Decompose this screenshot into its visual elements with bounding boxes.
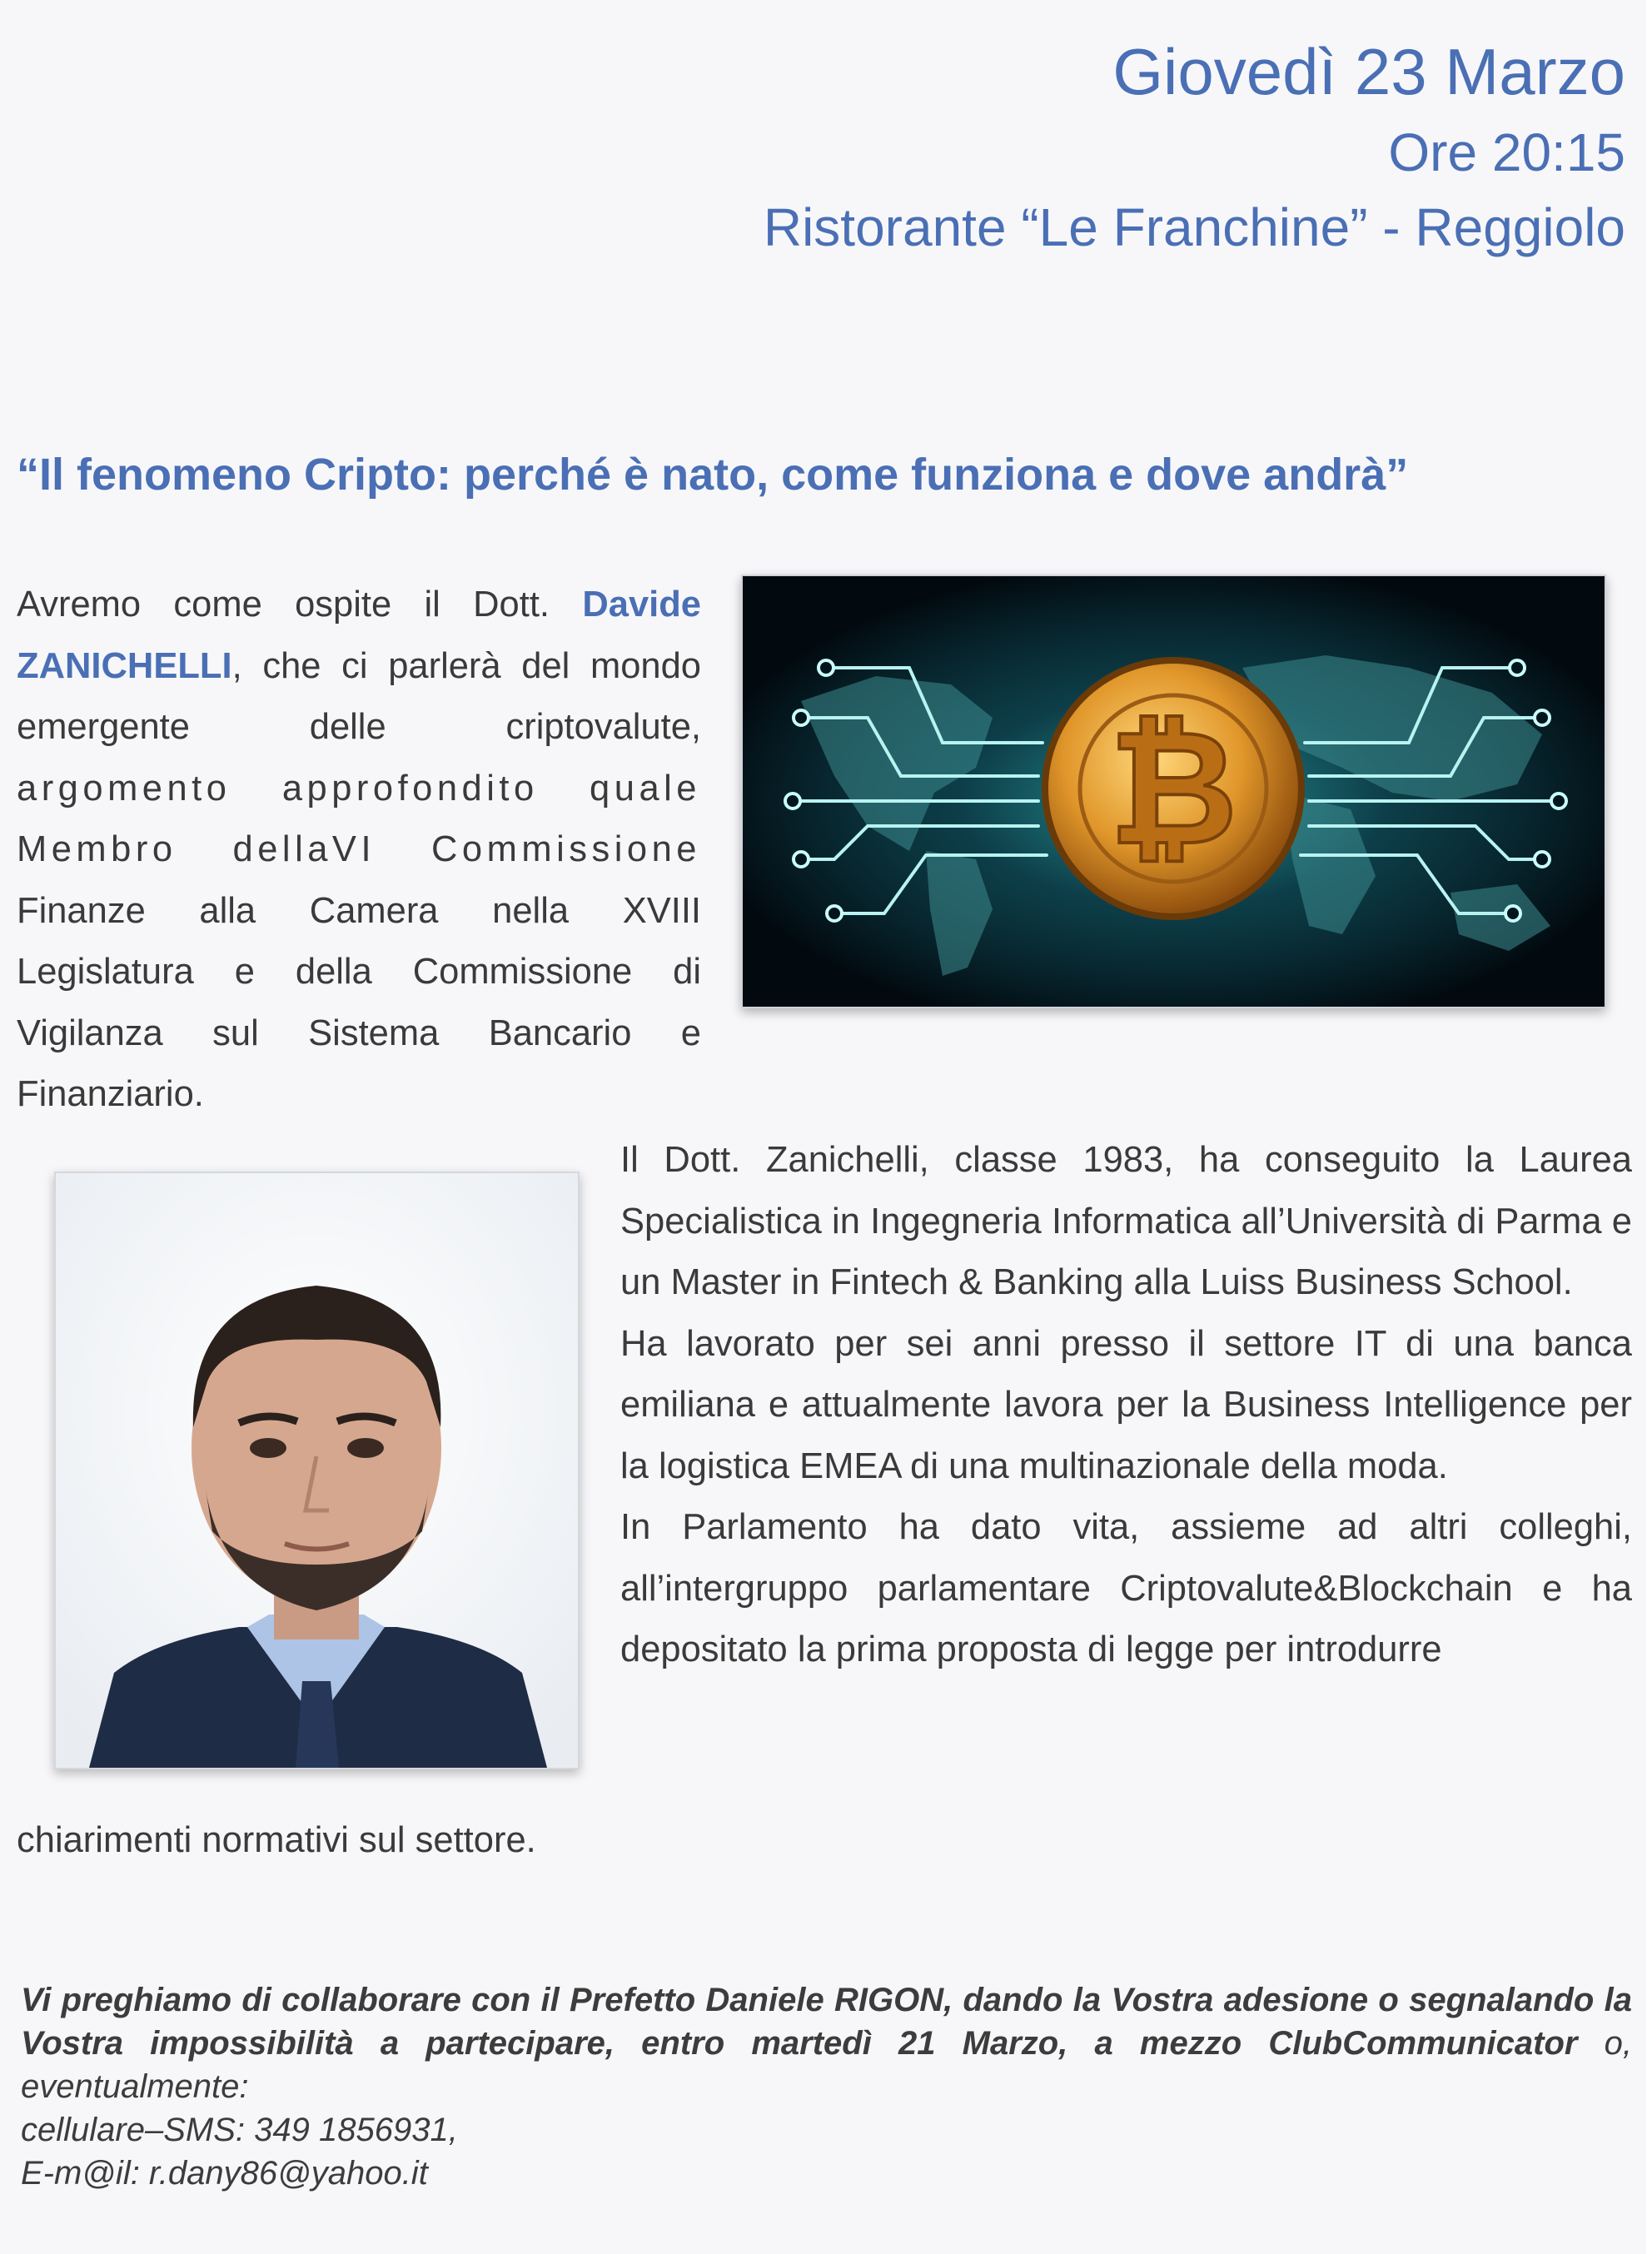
intro-text-4: Finanze alla Camera nella XVIII Legislatura e della Commissione di Vigilanza sul Sistema Bancario e Finanziario. (17, 890, 701, 1114)
bitcoin-world-map-image (741, 575, 1606, 1008)
bio-parliament: In Parlamento ha dato vita, assieme ad altri colleghi, all’intergruppo parlamentare Criptovalute&Blockchain e ha depositato la prima proposta di legge per introdurre (620, 1507, 1632, 1669)
bio-paragraph (620, 1130, 1632, 1681)
bio-work: Ha lavorato per sei anni presso il settore IT di una banca emiliana e attualmente lavora per la Business Intelligence per la logistica EMEA di una multinazionale della moda. (620, 1323, 1632, 1486)
rsvp-request: Vi preghiamo di collaborare con il Prefetto Daniele RIGON, dando la Vostra adesione o segnalando la Vostra impossibilità a partecipare, entro martedì 21 Marzo, a mezzo ClubCommunicator (21, 1982, 1632, 2062)
rsvp-alternative: o, eventualmente: (21, 2025, 1632, 2105)
bitcoin-coin-icon (743, 576, 1605, 1007)
intro-text-3: argomento approfondito quale Membro dellaVI Commissione (17, 768, 701, 869)
intro-text: Avremo come ospite il Dott. (17, 585, 550, 624)
rsvp-phone: cellulare–SMS: 349 1856931, (21, 2112, 458, 2148)
person-icon (56, 1173, 578, 1768)
rsvp-note (21, 1978, 1632, 2195)
bio-education: Il Dott. Zanichelli, classe 1983, ha conseguito la Laurea Specialistica in Ingegneria Informatica all’Università di Parma e un Master in Fintech & Banking alla Luiss Business School. (620, 1140, 1632, 1302)
right-margin-strip (1646, 0, 1652, 2254)
event-date: Giovedì 23 Marzo (1112, 35, 1625, 108)
speaker-first-name: Davide (582, 585, 701, 624)
talk-title: “Il fenomeno Cripto: perché è nato, come funziona e dove andrà” (17, 450, 1409, 500)
speaker-last-name: ZANICHELLI (17, 645, 232, 686)
intro-text-2: , che ci parlerà del mondo emergente delle criptovalute, (17, 645, 701, 747)
intro-paragraph (17, 575, 701, 1126)
bio-parliament-end: chiarimenti normativi sul settore. (17, 1820, 536, 1860)
svg-text:₿: ₿ (1108, 696, 1238, 880)
rsvp-email: E-m@il: r.dany86@yahoo.it (21, 2155, 428, 2192)
speaker-portrait-photo (54, 1172, 580, 1769)
event-venue: Ristorante “Le Franchine” - Reggiolo (763, 197, 1625, 257)
event-time: Ore 20:15 (1388, 122, 1625, 182)
